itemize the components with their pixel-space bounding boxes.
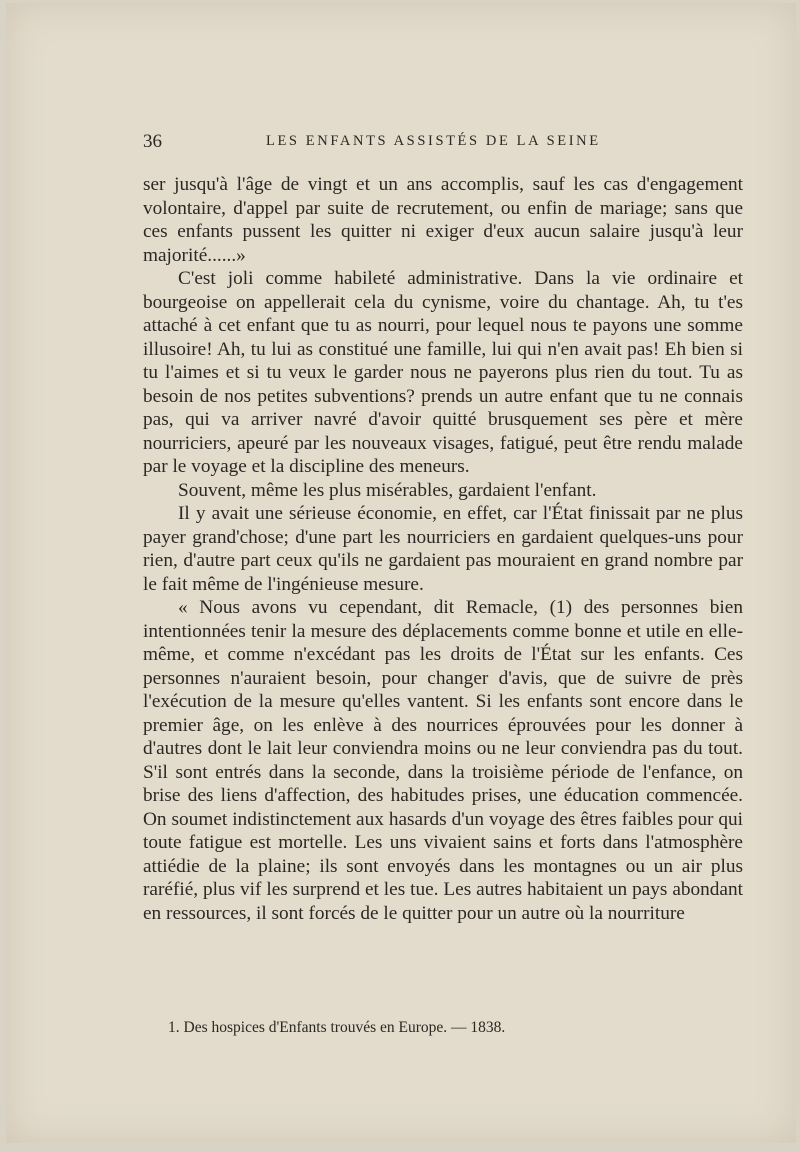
running-title: LES ENFANTS ASSISTÉS DE LA SEINE: [266, 133, 601, 149]
body-text: [143, 173, 743, 925]
paragraph: Il y avait une sérieuse économie, en effet, car l'État finissait par ne plus payer grand'chose; d'une part les nourriciers en gardaient quelques-uns pour rien, d'autre part ceux qu'ils ne gardaient pas mouraient en grand nombre par le fait même de l'ingénieuse mesure.: [143, 503, 743, 595]
footnote: 1. Des hospices d'Enfants trouvés en Europe. — 1838.: [168, 1019, 506, 1036]
book-page: [6, 3, 796, 1143]
paragraph-continuation: ser jusqu'à l'âge de vingt et un ans accomplis, sauf les cas d'engagement volontaire, d'appel par suite de recrutement, ou enfin de mariage; sans que ces enfants pussent les quitter ni exiger d'eux aucun salaire jusqu'à leur majorité......»: [143, 174, 743, 266]
page-number: 36: [143, 131, 162, 152]
page-header: [143, 131, 743, 155]
paragraph: Souvent, même les plus misérables, gardaient l'enfant.: [178, 479, 597, 501]
paragraph: C'est joli comme habileté administrative. Dans la vie ordinaire et bourgeoise on appellerait cela du cynisme, voire du chantage. Ah, tu t'es attaché à cet enfant que tu as nourri, pour lequel nous te payons une somme illusoire! Ah, tu lui as constitué une famille, lui qui n'en avait pas! Eh bien si tu l'aimes et si tu veux le garder nous ne payerons plus rien du tout. Tu as besoin de nos petites subventions? prends un autre enfant que tu ne connais pas, qui va arriver navré d'avoir quitté brusquement ses père et mère nourriciers, apeuré par les nouveaux visages, fatigué, peut être rendu malade par le voyage et la discipline des meneurs.: [143, 268, 743, 477]
paragraph-quotation: « Nous avons vu cependant, dit Remacle, (1) des personnes bien intentionnées tenir la mesure des déplacements comme bonne et utile en elle-même, et comme n'excédant pas les droits de l'État sur les enfants. Ces personnes n'auraient besoin, pour changer d'avis, que de suivre de près l'exécution de la mesure qu'elles vantent. Si les enfants sont encore dans le premier âge, on les enlève à des nourrices éprouvées pour les donner à d'autres dont le lait leur conviendra moins ou ne leur conviendra pas du tout. S'il sont entrés dans la seconde, dans la troisième période de l'enfance, on brise des liens d'affection, des habitudes prises, une éducation commencée. On soumet indistinctement aux hasards d'un voyage des êtres faibles pour qui toute fatigue est mortelle. Les uns vivaient sains et forts dans l'atmosphère attiédie de la plaine; ils sont envoyés dans les montagnes ou un air plus raréfié, plus vif les surprend et les tue. Les autres habitaient un pays abondant en ressources, il sont forcés de le quitter pour un autre où la nourriture: [143, 597, 743, 924]
